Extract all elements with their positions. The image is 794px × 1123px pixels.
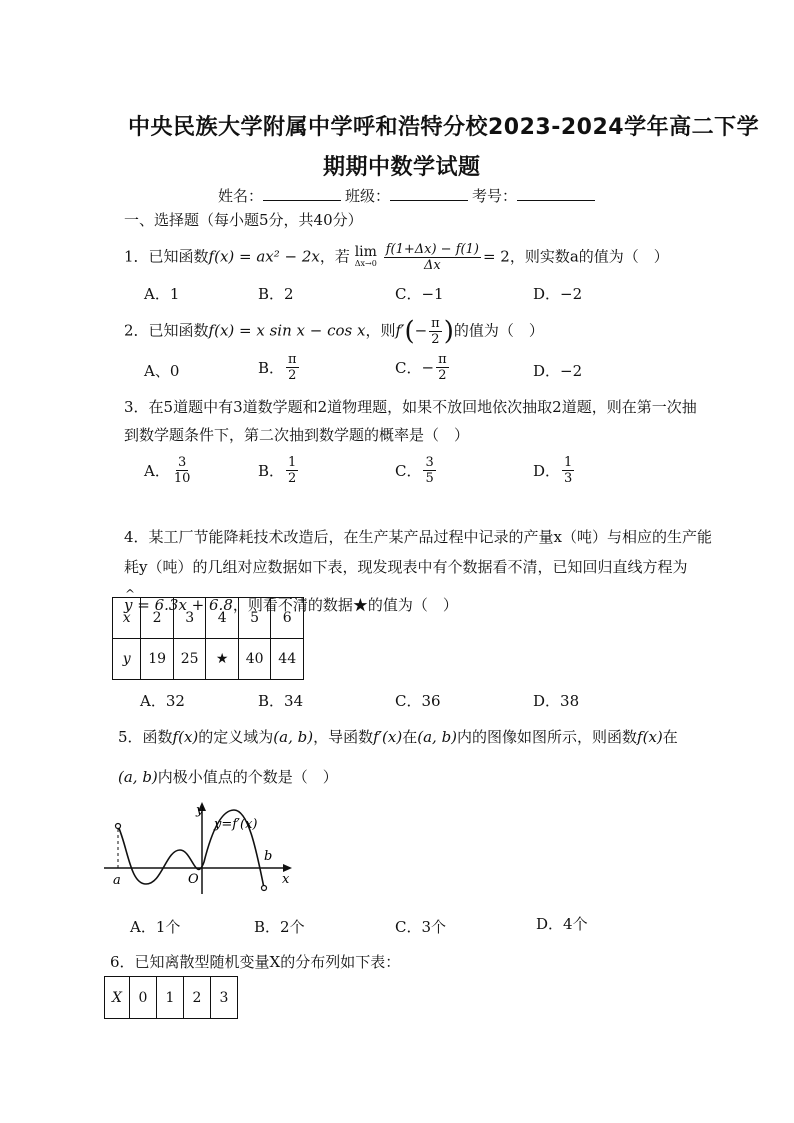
q1-option-b: B．2 xyxy=(258,285,294,303)
q5-fpx: f′(x) xyxy=(373,728,403,746)
q4-option-a: A．32 xyxy=(140,692,185,710)
q4-option-d: D．38 xyxy=(533,692,580,710)
q2-option-a: A、0 xyxy=(144,362,180,380)
question-5-line2 xyxy=(118,767,338,787)
q5-a: 的定义域为 xyxy=(198,728,274,746)
q1-frac-num: f(1+Δx) − f(1) xyxy=(385,242,479,257)
q6-cell: 0 xyxy=(130,977,157,1019)
q4-cell: 25 xyxy=(173,639,206,680)
q4-option-b: B．34 xyxy=(258,692,304,710)
q3-b-den: 2 xyxy=(288,471,297,486)
q2-function: f(x) = x sin x − cos x xyxy=(208,321,366,340)
q3-d-label: D． xyxy=(533,462,561,480)
q5-b: ，导函数 xyxy=(313,728,374,746)
question-4-line1: 4．某工厂节能降耗技术改造后，在生产某产品过程中记录的产量x（吨）与相应的生产能 xyxy=(124,528,713,546)
q2-arg-frac xyxy=(429,316,442,347)
q1-option-a: A．1 xyxy=(144,285,180,303)
section-heading: 一、选择题（每小题5分，共40分） xyxy=(124,211,363,229)
q5-prefix: 5．函数 xyxy=(118,728,173,746)
q4-cell: 6 xyxy=(271,598,304,639)
student-info-line xyxy=(218,186,599,206)
q3-c-num: 3 xyxy=(425,455,434,470)
q5-option-b: B．2个 xyxy=(254,918,305,936)
question-1 xyxy=(124,242,669,273)
q5-ab2: (a, b) xyxy=(417,728,458,746)
q5-fx: f(x) xyxy=(172,728,199,746)
q1-eq: = 2 xyxy=(482,247,510,266)
q1-option-c: C．−1 xyxy=(395,285,444,303)
page-title-line2: 期期中数学试题 xyxy=(323,155,481,180)
name-label: 姓名： xyxy=(218,187,264,205)
question-2 xyxy=(124,316,544,347)
exam-no-blank xyxy=(517,186,595,201)
q5-c: 在 xyxy=(402,728,418,746)
left-endpoint xyxy=(116,824,121,829)
q2-lparen: ( xyxy=(404,316,415,347)
q3-b-frac xyxy=(286,455,298,486)
exam-no-label: 考号： xyxy=(472,187,518,205)
q6-distribution-table xyxy=(104,976,238,1019)
x-axis-arrow xyxy=(283,864,292,872)
right-endpoint xyxy=(262,886,267,891)
q3-option-c xyxy=(395,455,438,486)
x-axis-label: x xyxy=(282,872,290,887)
q6-cell: 3 xyxy=(211,977,238,1019)
q3-a-label: A． xyxy=(144,462,170,480)
q4-yhat: ^ y xyxy=(124,595,132,615)
q2-rparen: ) xyxy=(443,316,454,347)
q4-cell: 5 xyxy=(238,598,271,639)
q4-cell: 40 xyxy=(238,639,271,680)
q1-lim-text: lim xyxy=(354,243,377,260)
q4-line3-suffix: ，则看不清的数据★的值为（ ） xyxy=(232,596,458,614)
q2-prefix: 2．已知函数 xyxy=(124,321,209,340)
q1-limit xyxy=(354,243,377,270)
q6-cell: 2 xyxy=(184,977,211,1019)
q4-cell-star: ★ xyxy=(206,639,238,680)
q6-cell: 1 xyxy=(157,977,184,1019)
question-3-line1: 3．在5道题中有3道数学题和2道物理题，如果不放回地依次抽取2道题，则在第一次抽 xyxy=(124,398,697,416)
derivative-graph xyxy=(100,796,300,896)
q2-arg-sign: − xyxy=(414,321,428,340)
q4-row-y xyxy=(113,639,304,680)
q2-b-frac xyxy=(286,352,299,383)
question-4-line2: 耗y（吨）的几组对应数据如下表，现发现表中有个数据看不清，已知回归直线方程为 xyxy=(124,558,688,576)
q3-b-num: 1 xyxy=(288,455,297,470)
q1-fraction xyxy=(384,242,481,273)
q5-e: 在 xyxy=(662,728,678,746)
q1-function: f(x) = ax² − 2x xyxy=(208,247,320,266)
q3-option-d xyxy=(533,455,576,486)
question-3-line2: 到数学题条件下，第二次抽到数学题的概率是（ ） xyxy=(124,426,470,444)
q3-b-label: B． xyxy=(258,462,285,480)
q3-c-label: C． xyxy=(395,462,422,480)
q6-row-x xyxy=(105,977,238,1019)
q3-d-frac xyxy=(562,455,574,486)
q2-c-sign: − xyxy=(421,358,435,377)
q1-prefix: 1．已知函数 xyxy=(124,247,209,266)
q4-cell: 3 xyxy=(173,598,206,639)
q4-row-x xyxy=(113,598,304,639)
origin-label: O xyxy=(188,872,199,887)
q4-cell: 2 xyxy=(141,598,174,639)
y-axis-label: y xyxy=(196,803,204,818)
q6-cell: X xyxy=(105,977,130,1019)
q1-suffix: ，则实数a的值为（ ） xyxy=(509,247,669,266)
q3-a-frac xyxy=(172,455,193,486)
q2-b-label: B． xyxy=(258,359,285,377)
q3-option-a xyxy=(144,455,194,486)
q5-option-a: A．1个 xyxy=(130,918,181,936)
q5-line2-suffix: 内极小值点的个数是（ ） xyxy=(157,768,338,786)
q5-ab3: (a, b) xyxy=(118,768,158,786)
q2-fprime: f′ xyxy=(395,321,405,340)
q1-lim-sub: Δx→0 xyxy=(354,258,377,268)
question-5-line1 xyxy=(118,727,678,747)
class-blank xyxy=(390,186,468,201)
q3-option-b xyxy=(258,455,300,486)
q2-c-label: C． xyxy=(395,359,422,377)
q2-c-frac xyxy=(436,352,449,383)
q2-arg-num: π xyxy=(431,316,440,331)
q2-c-den: 2 xyxy=(438,368,447,383)
q5-d: 内的图像如图所示，则函数 xyxy=(457,728,638,746)
q5-ab: (a, b) xyxy=(273,728,314,746)
q3-a-num: 3 xyxy=(177,455,187,470)
q3-c-den: 5 xyxy=(425,471,434,486)
q1-option-d: D．−2 xyxy=(533,285,583,303)
q4-regression-eq: = 6.3x + 6.8 xyxy=(132,596,233,614)
q4-cell: y xyxy=(113,639,141,680)
q3-a-den: 10 xyxy=(173,471,191,486)
q4-cell: 19 xyxy=(141,639,174,680)
page-title-line1: 中央民族大学附属中学呼和浩特分校2023-2024学年高二下学 xyxy=(128,115,760,140)
q4-option-c: C．36 xyxy=(395,692,441,710)
question-6: 6．已知离散型随机变量X的分布列如下表： xyxy=(110,953,401,971)
q2-c-num: π xyxy=(438,352,447,367)
b-label: b xyxy=(264,849,273,864)
q2-arg-den: 2 xyxy=(431,332,440,347)
q2-b-num: π xyxy=(288,352,297,367)
q2-option-d: D．−2 xyxy=(533,362,583,380)
q1-frac-den: Δx xyxy=(423,258,441,273)
q2-option-b xyxy=(258,352,301,383)
class-label: 班级： xyxy=(345,187,391,205)
q4-data-table xyxy=(112,597,304,680)
q2-mid: ，则 xyxy=(365,321,396,340)
q4-cell: x xyxy=(113,598,141,639)
q4-cell: 4 xyxy=(206,598,238,639)
q5-fx2: f(x) xyxy=(637,728,663,746)
q2-option-c xyxy=(395,352,451,383)
curve-label: y=f′(x) xyxy=(214,817,258,832)
q3-c-frac xyxy=(423,455,435,486)
q1-cond: ，若 xyxy=(319,247,350,266)
q5-option-c: C．3个 xyxy=(395,918,447,936)
a-label: a xyxy=(113,873,121,888)
q3-d-num: 1 xyxy=(564,455,573,470)
q5-option-d: D．4个 xyxy=(536,915,588,933)
q2-suffix: 的值为（ ） xyxy=(453,321,544,340)
q3-d-den: 3 xyxy=(564,471,573,486)
name-blank xyxy=(263,186,341,201)
q2-b-den: 2 xyxy=(288,368,297,383)
q4-cell: 44 xyxy=(271,639,304,680)
